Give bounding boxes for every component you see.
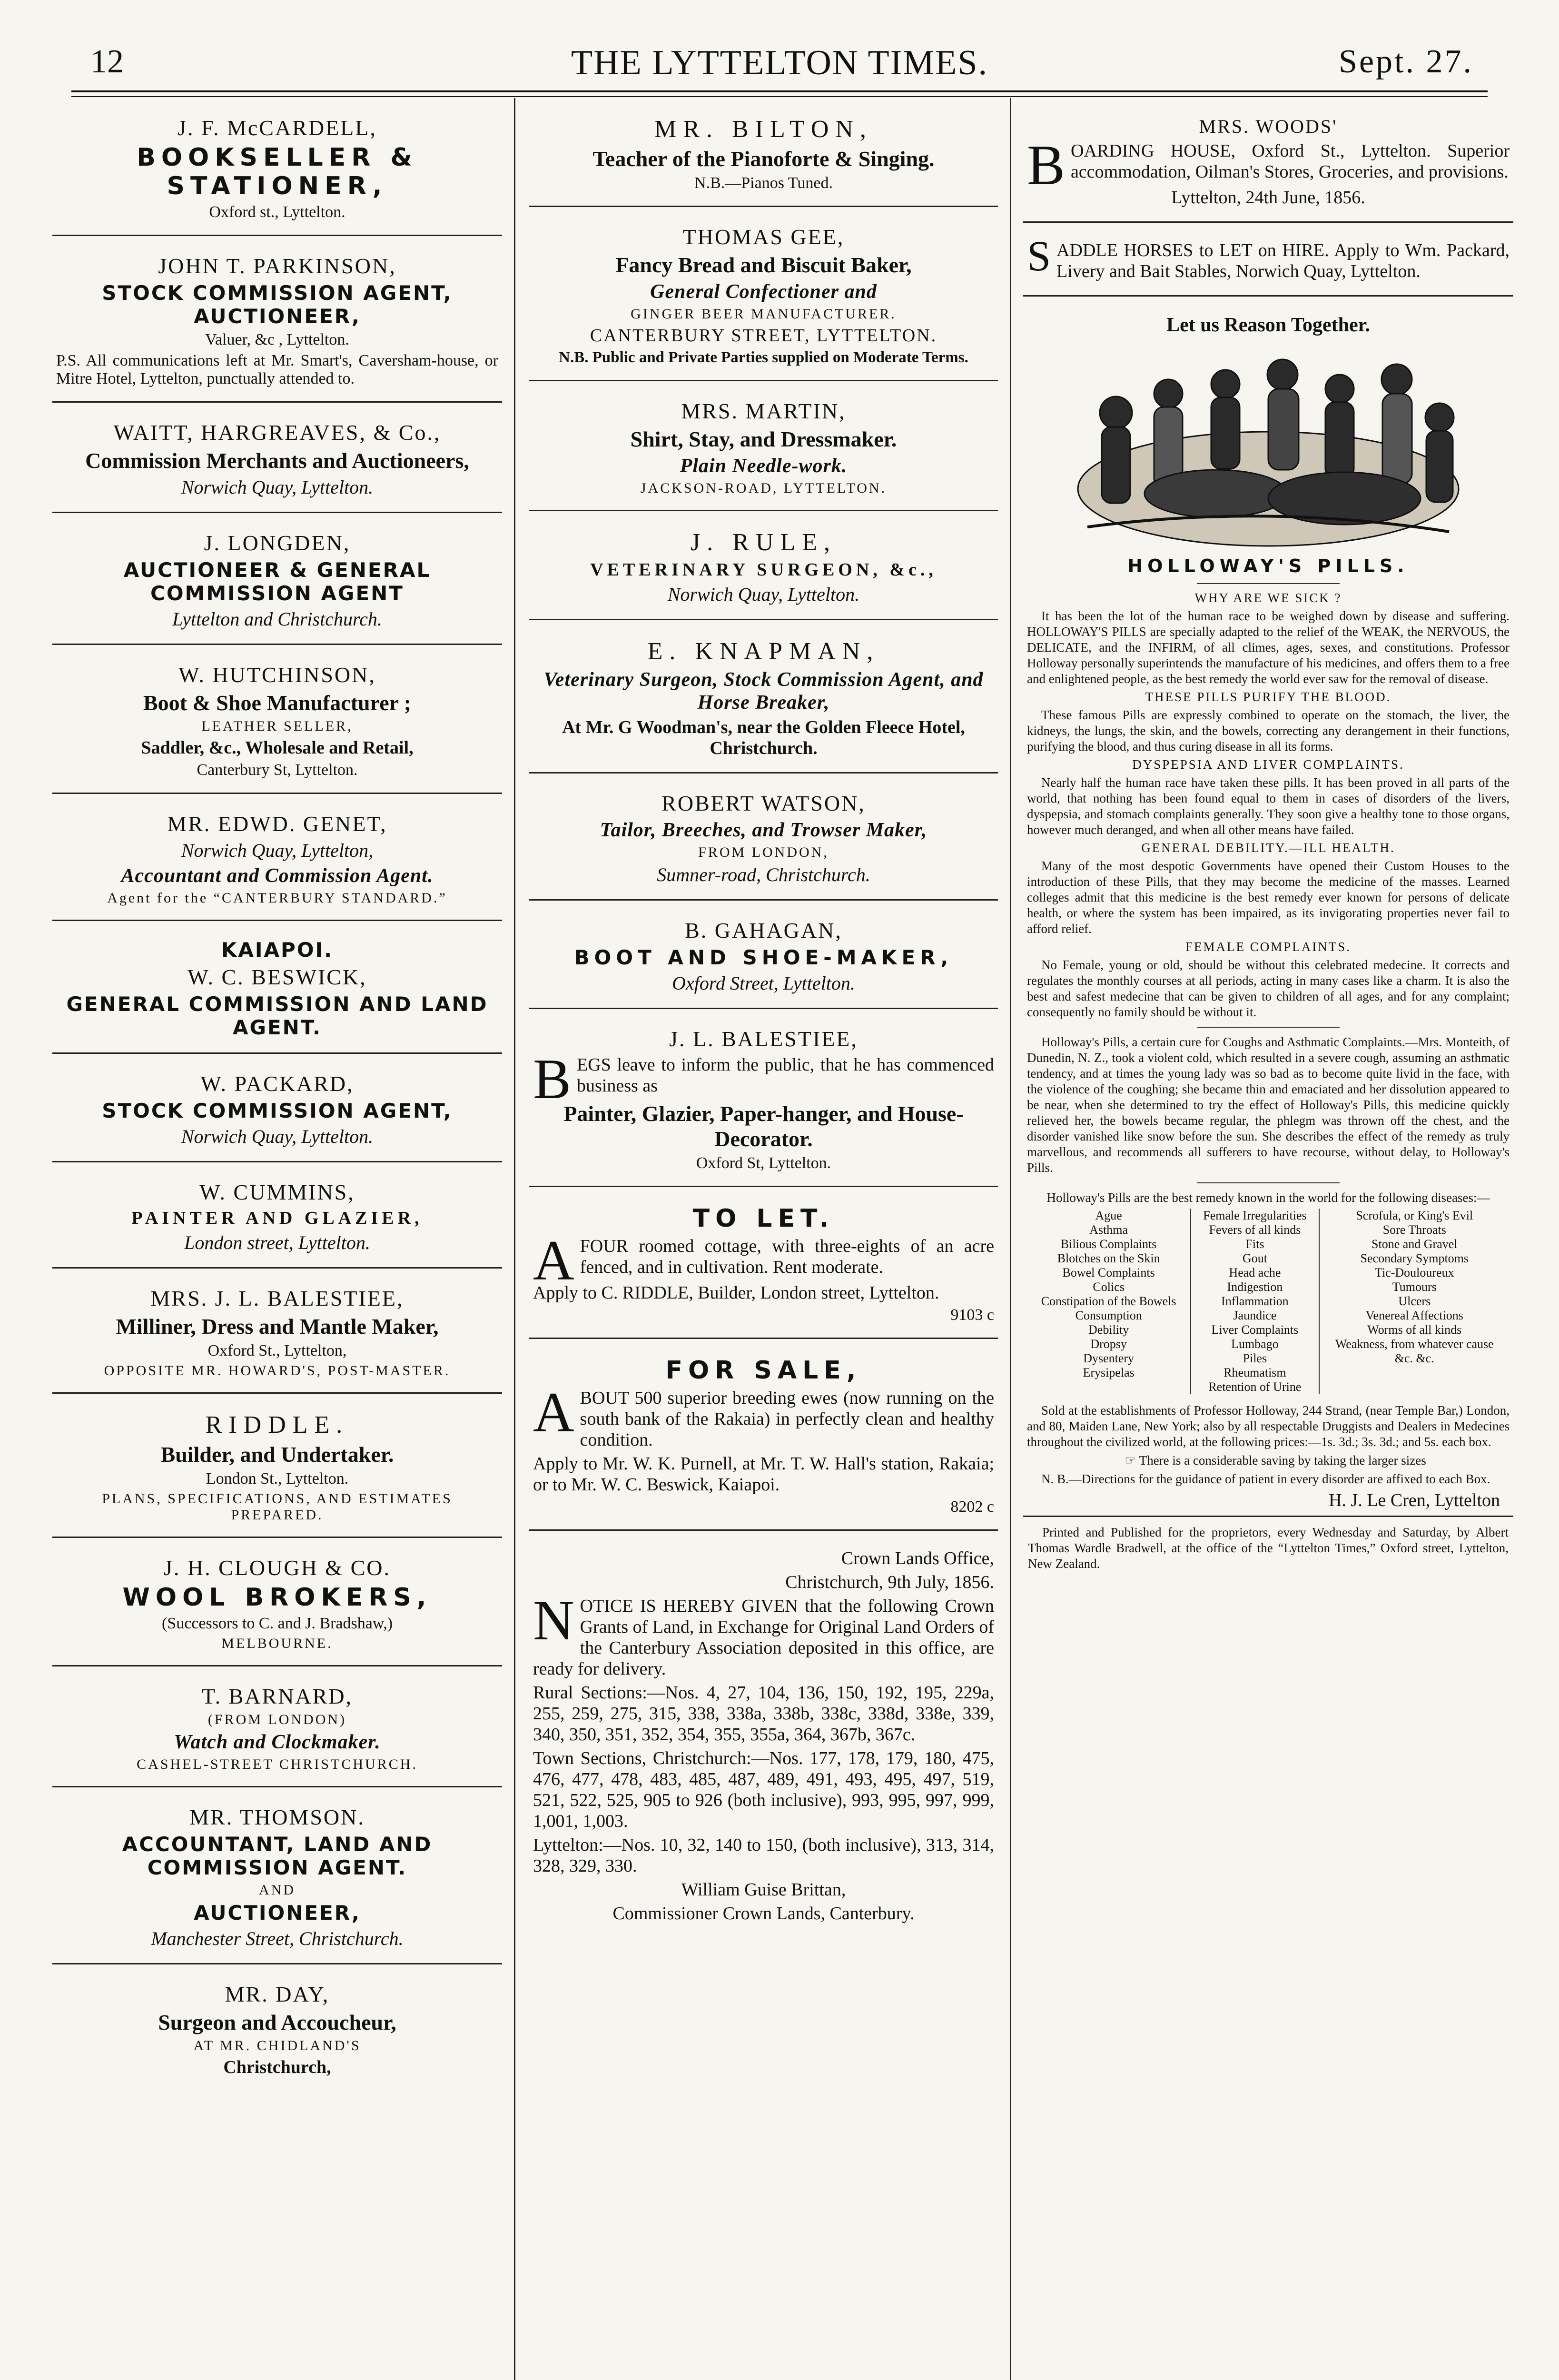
ad-address: Manchester Street, Christchurch. xyxy=(151,1928,404,1949)
ad-name: MR. DAY, xyxy=(225,1982,330,2006)
section-body: It has been the lot of the human race to be weighed down by disease and suffering. HOLLOWAY'S PILLS are specially adapted to the relief of the WEAK, the NERVOUS, the DELICATE, and the INFIRM, of all climes, ages, sexes, and constitutions. Professor Holloway personally superintends the manufacture of his medicines, and offers them to a free and enlightened people, as the best remedy the world ever saw for the removal of disease. xyxy=(1027,609,1510,686)
ad-genet xyxy=(52,794,502,921)
disease-item: Rheumatism xyxy=(1224,1366,1286,1379)
disease-item: Fits xyxy=(1245,1237,1264,1251)
saving-note-text: There is a considerable saving by taking the larger sizes xyxy=(1139,1453,1426,1468)
disease-item: Dysentery xyxy=(1083,1351,1135,1365)
ad-ref: 9103 c xyxy=(950,1306,994,1324)
disease-item: Asthma xyxy=(1089,1223,1128,1237)
notice-office: Crown Lands Office, xyxy=(841,1548,994,1568)
ad-address: CANTERBURY STREET, LYTTELTON. xyxy=(590,326,937,346)
stockists: Sold at the establishments of Professor Holloway, 244 Strand, (near Temple Bar,) London, and 80, Maiden Lane, New York; also by all respectable Druggists and Dealers in Medecines throughout the civilized world, at the following prices:—1s. 3d.; 3s. 3d.; and 5s. each box. xyxy=(1027,1403,1510,1449)
ad-trade: Shirt, Stay, and Dressmaker. xyxy=(630,427,897,451)
ad-parkinson xyxy=(52,236,502,403)
ad-riddle xyxy=(52,1394,502,1538)
ad-address: Norwich Quay, Lyttelton, xyxy=(181,840,374,861)
column-rule-1 xyxy=(514,98,515,2380)
ad-line: Saddler, &c., Wholesale and Retail, xyxy=(141,738,414,758)
ad-address: London street, Lyttelton. xyxy=(184,1232,370,1253)
ad-name: MR. BILTON, xyxy=(654,116,873,143)
divider xyxy=(1197,1182,1340,1183)
ad-name: J. F. McCARDELL, xyxy=(178,116,377,140)
disease-item: Ulcers xyxy=(1398,1294,1431,1308)
ad-woods xyxy=(1023,98,1513,223)
header-rule xyxy=(71,90,1488,97)
ad-name: J. H. CLOUGH & CO. xyxy=(164,1556,391,1580)
ad-trade: BOOT AND SHOE-MAKER, xyxy=(574,946,953,969)
divider xyxy=(1197,583,1340,584)
ad-place: KAIAPOI. xyxy=(221,938,334,962)
ad-body: EGS leave to inform the public, that he has commenced business as xyxy=(577,1055,994,1096)
disease-item: Venereal Affections xyxy=(1365,1309,1463,1322)
ad-name: T. BARNARD, xyxy=(201,1684,353,1708)
ad-address: CASHEL-STREET CHRISTCHURCH. xyxy=(137,1756,418,1772)
ad-trade-2: AUCTIONEER, xyxy=(194,1901,361,1924)
notice-signature: William Guise Brittan, xyxy=(681,1880,846,1900)
ad-for-sale xyxy=(529,1339,998,1531)
disease-item: Lumbago xyxy=(1231,1337,1279,1351)
ad-from: FROM LONDON, xyxy=(698,844,829,860)
drop-cap: N xyxy=(533,1588,574,1652)
disease-item: Retention of Urine xyxy=(1208,1380,1302,1394)
ad-apply: Apply to Mr. W. K. Purnell, at Mr. T. W. Hall's station, Rakaia; or to Mr. W. C. Beswick, Kaiapoi. xyxy=(533,1454,994,1495)
disease-item: Jaundice xyxy=(1233,1309,1277,1322)
disease-item: Dropsy xyxy=(1090,1337,1127,1351)
ad-line: General Confectioner and xyxy=(650,281,877,303)
disease-item: Colics xyxy=(1093,1280,1125,1294)
ad-trade: Painter, Glazier, Paper-hanger, and House-Decorator. xyxy=(563,1101,964,1151)
ad-heading: FOR SALE, xyxy=(665,1356,862,1385)
disease-item: Inflammation xyxy=(1221,1294,1289,1308)
page-number: 12 xyxy=(90,43,124,80)
drop-cap: B xyxy=(1027,133,1066,197)
ad-trade: Surgeon and Accoucheur, xyxy=(158,2010,396,2034)
masthead xyxy=(71,34,1488,91)
ad-name: MR. THOMSON. xyxy=(189,1805,365,1829)
ad-trade: Boot & Shoe Manufacturer ; xyxy=(143,691,412,715)
ad-name: MRS. MARTIN, xyxy=(681,399,846,423)
ad-name: W. CUMMINS, xyxy=(199,1180,355,1204)
section-body: Many of the most despotic Governments have opened their Custom Houses to the introduction of these Pills, that they may become the medicine of the masses. Learned colleges admit that this medicine is the best remedy ever known for persons of delicate health, or where the system has been impaired, as its invigorating properties never fail to afford relief. xyxy=(1027,859,1510,936)
ad-name: J. LONGDEN, xyxy=(204,531,351,555)
disease-item: Sore Throats xyxy=(1382,1223,1446,1237)
ad-day xyxy=(52,1964,502,2091)
ad-address: Canterbury St, Lyttelton. xyxy=(197,761,358,779)
disease-item: Secondary Symptoms xyxy=(1360,1251,1469,1265)
ad-trade: Watch and Clockmaker. xyxy=(174,1731,381,1753)
disease-item: Blotches on the Skin xyxy=(1057,1251,1160,1265)
ad-address: Oxford St., Lyttelton, xyxy=(207,1342,347,1359)
ad-watson xyxy=(529,774,998,901)
ad-note: N.B.—Pianos Tuned. xyxy=(694,174,833,192)
divider xyxy=(1197,1027,1340,1028)
disease-item: Piles xyxy=(1243,1351,1267,1365)
drop-cap: A xyxy=(533,1229,574,1292)
section-body: Nearly half the human race have taken these pills. It has been proved in all parts of the world, that nothing has been found equal to them in cases of disorders of the livers, dyspepsia, and stomach complaints generally. They soon give a healthy tone to those organs, however much deranged, and when all other means have failed. xyxy=(1027,775,1510,837)
ad-line: (Successors to C. and J. Bradshaw,) xyxy=(161,1615,393,1632)
notice-crown-lands xyxy=(529,1531,998,1937)
section-heading: WHY ARE WE SICK ? xyxy=(1194,591,1342,605)
ad-body: FOUR roomed cottage, with three-eights of an acre fenced, and in cultivation. Rent moderate. xyxy=(580,1236,994,1277)
ad-trade: BOOKSELLER & STATIONER, xyxy=(137,143,418,200)
ad-address: Lyttelton and Christchurch. xyxy=(172,608,382,630)
notice-rural: Rural Sections:—Nos. 4, 27, 104, 136, 150, 192, 195, 229a, 255, 259, 275, 315, 338, 338a, 338b, 338c, 338d, 338e, 339, 340, 350, 351, 352, 354, 355, 355a, 364, 367b, 367c. xyxy=(533,1683,994,1745)
disease-item: Indigestion xyxy=(1227,1280,1283,1294)
disease-item: Debility xyxy=(1088,1323,1129,1337)
column-1 xyxy=(52,98,502,2380)
notice-lyttelton: Lyttelton:—Nos. 10, 32, 140 to 150, (both inclusive), 313, 314, 328, 329, 330. xyxy=(533,1835,994,1876)
ad-opposite: OPPOSITE MR. HOWARD'S, POST-MASTER. xyxy=(104,1363,451,1378)
diseases-column-2 xyxy=(1191,1209,1319,1394)
column-rule-2 xyxy=(1010,98,1011,2380)
ad-trade: Fancy Bread and Biscuit Baker, xyxy=(615,253,912,277)
ad-rule xyxy=(529,511,998,620)
ad-knapman xyxy=(529,620,998,774)
drop-cap: A xyxy=(533,1380,574,1444)
ad-thomson xyxy=(52,1787,502,1964)
ad-name: J. L. BALESTIEE, xyxy=(669,1027,858,1051)
disease-item: Gout xyxy=(1242,1251,1267,1265)
diseases-column-3 xyxy=(1319,1209,1510,1394)
ad-mccardell xyxy=(52,98,502,236)
ad-body: ADDLE HORSES to LET on HIRE. Apply to Wm. Packard, Livery and Bait Stables, Norwich Quay, Lyttelton. xyxy=(1056,240,1510,281)
local-agent: H. J. Le Cren, Lyttelton xyxy=(1329,1490,1500,1510)
ad-name: W. HUTCHINSON, xyxy=(178,663,376,687)
ad-bilton xyxy=(529,98,998,207)
disease-item: Tic-Douloureux xyxy=(1374,1266,1454,1279)
ad-trade: Teacher of the Pianoforte & Singing. xyxy=(592,147,935,171)
ad-mrs-balestier xyxy=(52,1269,502,1394)
imprint xyxy=(1023,1516,1513,1579)
ad-trade: Accountant and Commission Agent. xyxy=(121,865,434,887)
ad-name: WAITT, HARGREAVES, & Co., xyxy=(113,420,441,445)
ad-trade: Tailor, Breeches, and Trowser Maker, xyxy=(600,819,928,841)
ad-trade: Builder, and Undertaker. xyxy=(160,1442,394,1467)
disease-item: Bilious Complaints xyxy=(1060,1237,1157,1251)
disease-item: Liver Complaints xyxy=(1211,1323,1299,1337)
ad-address: Oxford St, Lyttelton. xyxy=(696,1154,831,1172)
ad-trade: STOCK COMMISSION AGENT, AUCTIONEER, xyxy=(102,281,453,328)
disease-item: Erysipelas xyxy=(1083,1366,1135,1379)
ad-name: JOHN T. PARKINSON, xyxy=(158,254,396,278)
ad-heading: TO LET. xyxy=(692,1204,835,1233)
ad-cummins xyxy=(52,1162,502,1269)
disease-item: Female Irregularities xyxy=(1203,1209,1307,1222)
drop-cap: B xyxy=(533,1047,572,1111)
ad-line: GINGER BEER MANUFACTURER. xyxy=(631,306,897,322)
ad-name: RIDDLE. xyxy=(205,1411,349,1438)
ad-city: Christchurch, xyxy=(223,2057,331,2077)
ad-address: JACKSON-ROAD, LYTTELTON. xyxy=(640,480,887,496)
disease-item: Scrofula, or King's Evil xyxy=(1356,1209,1473,1222)
ad-and: AND xyxy=(259,1882,296,1898)
ad-tagline: Let us Reason Together. xyxy=(1166,314,1370,336)
ad-from: (FROM LONDON) xyxy=(207,1712,347,1727)
ad-longden xyxy=(52,513,502,645)
ad-trade: Milliner, Dress and Mantle Maker, xyxy=(116,1314,439,1339)
ad-name: MRS. J. L. BALESTIEE, xyxy=(150,1286,404,1310)
ad-address: Norwich Quay, Lyttelton. xyxy=(667,584,860,605)
ad-title: HOLLOWAY'S PILLS. xyxy=(1127,555,1409,576)
ad-agent: Agent for the “CANTERBURY STANDARD.” xyxy=(107,890,447,906)
ad-plans: PLANS, SPECIFICATIONS, AND ESTIMATES PREPARED. xyxy=(102,1491,453,1523)
pointing-hand-icon: ☞ xyxy=(1125,1453,1139,1468)
ad-beswick xyxy=(52,921,502,1054)
section-heading: DYSPEPSIA AND LIVER COMPLAINTS. xyxy=(1132,757,1404,772)
ad-waitt xyxy=(52,403,502,513)
newspaper-title: THE LYTTELTON TIMES. xyxy=(571,43,988,82)
disease-item: Fevers of all kinds xyxy=(1209,1223,1301,1237)
ad-trade: ACCOUNTANT, LAND AND COMMISSION AGENT. xyxy=(122,1833,433,1879)
ad-to-let xyxy=(529,1187,998,1339)
ad-barnard xyxy=(52,1666,502,1787)
notice-date: Christchurch, 9th July, 1856. xyxy=(785,1572,994,1592)
ad-trade: PAINTER AND GLAZIER, xyxy=(131,1208,423,1228)
engraving-illustration xyxy=(1059,346,1478,551)
disease-item: Worms of all kinds xyxy=(1367,1323,1462,1337)
section-body: These famous Pills are expressly combined to operate on the stomach, the liver, the kidneys, the lungs, the skin, and the bowels, correcting any derangement in their functions, purifying the blood, and thus curing disease in all its forms. xyxy=(1027,708,1510,754)
ad-date: Lyttelton, 24th June, 1856. xyxy=(1171,188,1365,208)
section-body: No Female, young or old, should be without this celebrated medecine. It corrects and regulates the monthly courses at all periods, acting in many cases like a charm. It is also the best and safest medecine that can be given to children of all ages, and for any complaint; consequently no family should be without it. xyxy=(1027,958,1510,1019)
ad-address: Norwich Quay, Lyttelton. xyxy=(181,476,374,498)
imprint-text: Printed and Published for the proprietors, every Wednesday and Saturday, by Albert Thomas Wardle Bradwell, at the office of the “Lyttelton Times,” Oxford street, Lyttelton, New Zealand. xyxy=(1028,1525,1509,1571)
ad-trade: STOCK COMMISSION AGENT, xyxy=(102,1099,453,1122)
ad-at: AT MR. CHIDLAND'S xyxy=(193,2038,361,2053)
section-heading: FEMALE COMPLAINTS. xyxy=(1185,940,1352,954)
ad-trade: GENERAL COMMISSION AND LAND AGENT. xyxy=(66,992,488,1039)
ad-line: LEATHER SELLER, xyxy=(201,718,353,734)
disease-item: &c. &c. xyxy=(1394,1351,1434,1365)
ad-name: MRS. WOODS' xyxy=(1199,116,1338,137)
ad-trade: VETERINARY SURGEON, &c., xyxy=(590,560,937,580)
ad-gee xyxy=(529,207,998,381)
ad-body: OARDING HOUSE, Oxford St., Lyttelton. Superior accommodation, Oilman's Stores, Groceries, and provisions. xyxy=(1071,141,1510,182)
ad-clough xyxy=(52,1538,502,1666)
ad-martin xyxy=(529,381,998,511)
ad-saddle-horses xyxy=(1023,223,1513,297)
ad-note: N.B. Public and Private Parties supplied on Moderate Terms. xyxy=(559,349,968,366)
ad-packard xyxy=(52,1054,502,1162)
ad-name: THOMAS GEE, xyxy=(682,225,845,249)
ad-gahagan xyxy=(529,901,998,1009)
ad-trade: AUCTIONEER & GENERAL COMMISSION AGENT xyxy=(123,558,431,605)
ad-apply: Apply to C. RIDDLE, Builder, London street, Lyttelton. xyxy=(533,1283,939,1303)
issue-date: Sept. 27. xyxy=(1339,43,1473,80)
testimonial: Holloway's Pills, a certain cure for Coughs and Asthmatic Complaints.—Mrs. Monteith, of Dunedin, N. Z., took a violent cold, which resulted in a severe cough, assuming an asthmatic tendency, and at times the young lady was so bad as to become quite livid in the face, with the violence of the coughing; she became thin and emaciated and her dissolution appeared to be near, when she determined to try the effect of Holloway's Pills, this medicine quickly relieved her, the bowels became regular, the phlegm was thrown off the chest, and the disorder vanished like snow before the sun. She describes the effect of the remedy as truly marvellous, and recommends all sufferers to have recourse, without delay, to Holloway's Pills. xyxy=(1027,1035,1510,1175)
ad-name: W. C. BESWICK, xyxy=(187,965,367,989)
ad-body: BOUT 500 superior breeding ewes (now running on the south bank of the Rakaia) in perfectly clean and healthy condition. xyxy=(580,1388,994,1450)
ad-ref: 8202 c xyxy=(950,1498,994,1516)
drop-cap: S xyxy=(1027,233,1051,280)
ad-postscript: P.S. All communications left at Mr. Smart's, Caversham-house, or Mitre Hotel, Lyttelton, punctually attended to. xyxy=(56,352,498,387)
disease-item: Bowel Complaints xyxy=(1062,1266,1155,1279)
ad-name: MR. EDWD. GENET, xyxy=(167,812,387,836)
ad-address: London St., Lyttelton. xyxy=(206,1470,349,1488)
diseases-table xyxy=(1027,1209,1510,1394)
disease-item: Head ache xyxy=(1229,1266,1281,1279)
ad-balestier xyxy=(529,1009,998,1187)
ad-address: Oxford st., Lyttelton. xyxy=(209,203,345,221)
ad-line: Plain Needle-work. xyxy=(680,455,848,477)
notice-town: Town Sections, Christchurch:—Nos. 177, 178, 179, 180, 475, 476, 477, 478, 483, 485, 487, 489, 491, 493, 495, 497, 519, 521, 522, 525, 905 to 926 (both inclusive), 993, 995, 997, 999, 1,001, 1,003. xyxy=(533,1748,994,1831)
ad-hutchinson xyxy=(52,645,502,794)
ad-trade: Veterinary Surgeon, Stock Commission Agent, and Horse Breaker, xyxy=(543,669,984,714)
ad-name: ROBERT WATSON, xyxy=(661,791,866,815)
disease-item: Constipation of the Bowels xyxy=(1041,1294,1176,1308)
diseases-intro: Holloway's Pills are the best remedy known in the world for the following diseases:— xyxy=(1046,1190,1490,1205)
ad-address: At Mr. G Woodman's, near the Golden Fleece Hotel, Christchurch. xyxy=(562,717,965,758)
ad-city: MELBOURNE. xyxy=(221,1636,333,1651)
diseases-column-1 xyxy=(1027,1209,1191,1394)
ad-line: Valuer, &c , Lyttelton. xyxy=(205,331,349,348)
ad-address: Sumner-road, Christchurch. xyxy=(657,864,870,885)
disease-item: Ague xyxy=(1095,1209,1122,1222)
ad-name: B. GAHAGAN, xyxy=(685,918,842,942)
ad-holloway xyxy=(1023,297,1513,1516)
directions-note: N. B.—Directions for the guidance of patient in every disorder are affixed to each Box. xyxy=(1041,1472,1490,1486)
section-heading: THESE PILLS PURIFY THE BLOOD. xyxy=(1145,690,1391,704)
disease-item: Consumption xyxy=(1075,1309,1142,1322)
saving-note xyxy=(1027,1453,1510,1468)
ad-name: J. RULE, xyxy=(691,529,837,556)
ad-name: W. PACKARD, xyxy=(200,1071,354,1096)
disease-item: Tumours xyxy=(1392,1280,1437,1294)
notice-signatory-title: Commissioner Crown Lands, Canterbury. xyxy=(612,1904,915,1924)
ad-trade: WOOL BROKERS, xyxy=(122,1583,432,1612)
column-3 xyxy=(1023,98,1513,2380)
ad-name: E. KNAPMAN, xyxy=(647,638,880,665)
disease-item: Stone and Gravel xyxy=(1372,1237,1458,1251)
section-heading: GENERAL DEBILITY.—ILL HEALTH. xyxy=(1141,841,1395,855)
ad-address: Norwich Quay, Lyttelton. xyxy=(181,1126,374,1147)
disease-item: Weakness, from whatever cause xyxy=(1335,1337,1494,1351)
notice-body: OTICE IS HEREBY GIVEN that the following Crown Grants of Land, in Exchange for Original Land Orders of the Canterbury Association deposited in this office, are ready for delivery. xyxy=(533,1596,994,1679)
ad-address: Oxford Street, Lyttelton. xyxy=(672,972,855,994)
ad-trade: Commission Merchants and Auctioneers, xyxy=(85,448,469,473)
column-2 xyxy=(529,98,998,2380)
